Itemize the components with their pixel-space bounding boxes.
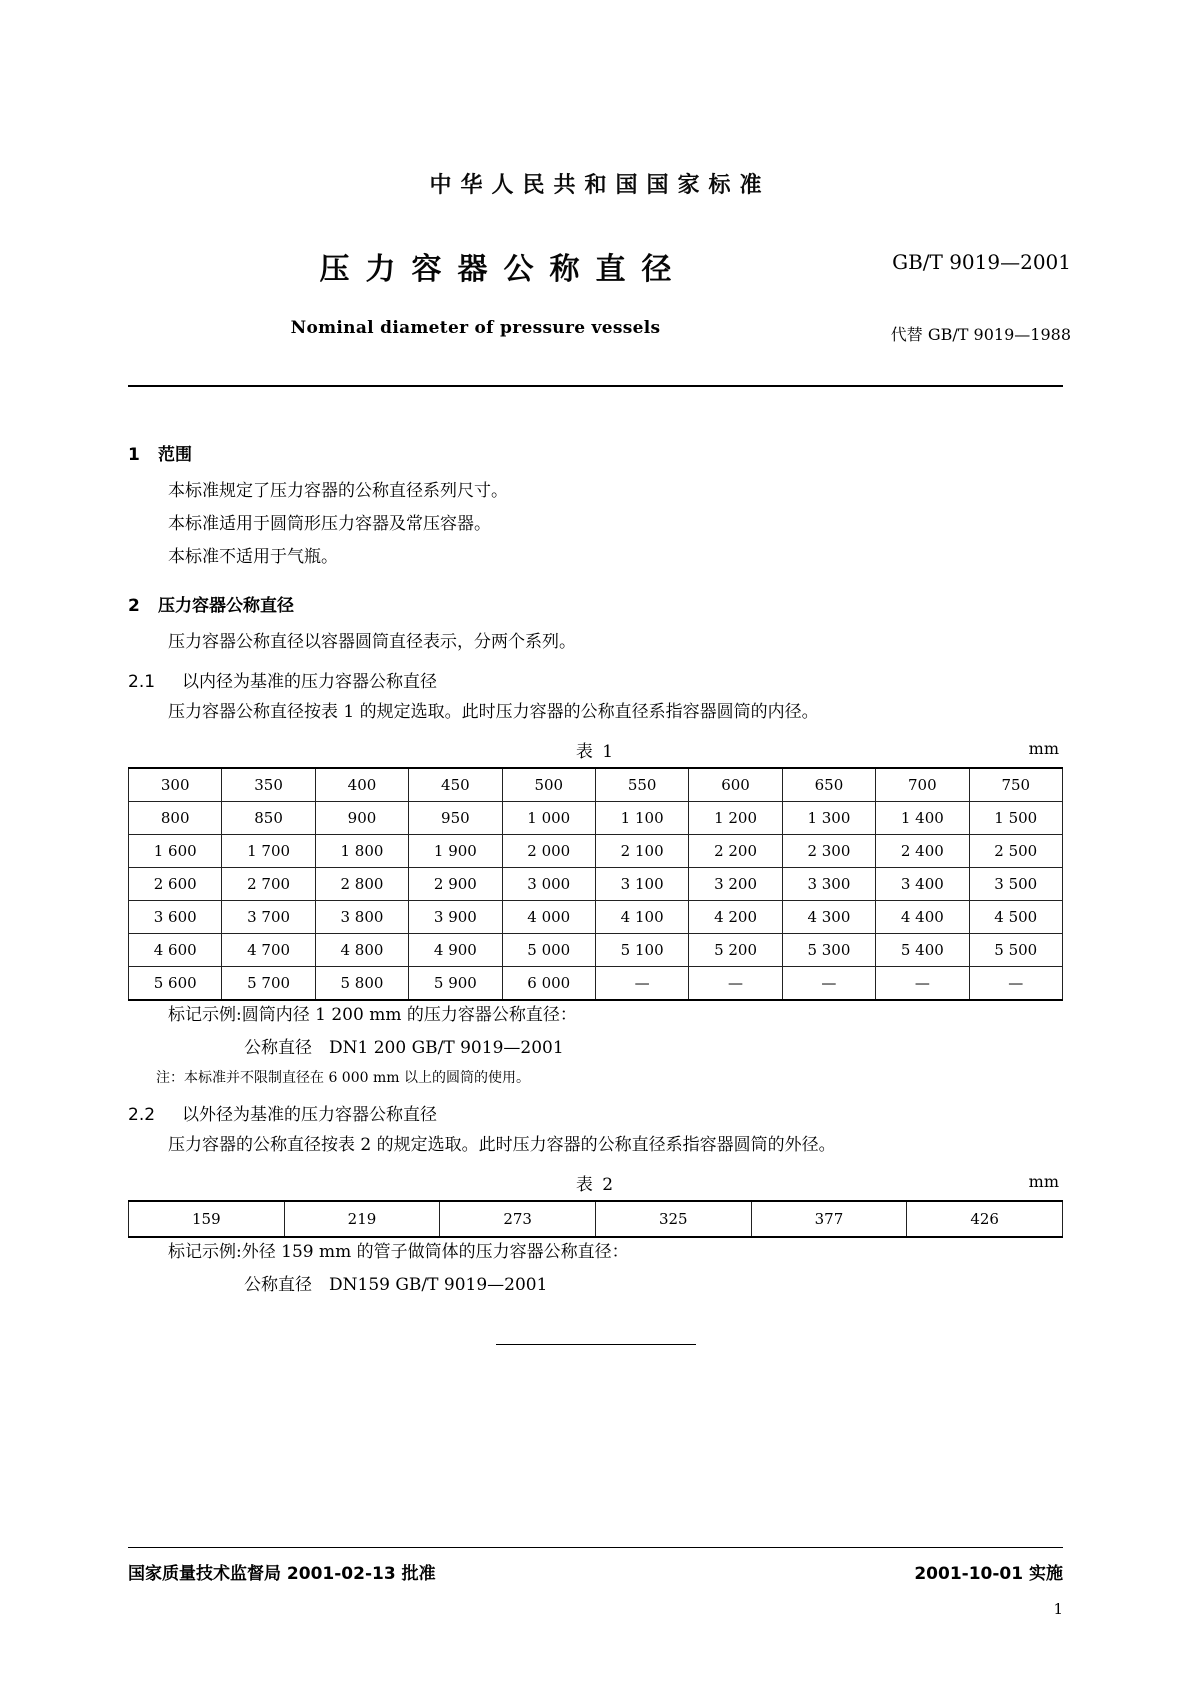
table-row: [129, 768, 1063, 802]
table-1-cell: 5 700: [222, 967, 315, 1001]
section-2-1-marking-example: 标记示例:圆筒内径 1 200 mm 的压力容器公称直径：: [168, 1005, 577, 1026]
table-2-caption-row: [128, 1170, 1063, 1196]
section-1-paragraph-1: 本标准规定了压力容器的公称直径系列尺寸。: [168, 481, 508, 501]
nation-standard-line: 中华人民共和国国家标准: [429, 173, 771, 198]
section-2-2-paragraph-1: 压力容器的公称直径按表 2 的规定选取。此时压力容器的公称直径系指容器圆筒的外径。: [168, 1134, 836, 1155]
table-row: [129, 835, 1063, 868]
table-1-cell: 2 400: [876, 835, 969, 868]
table-1-cell: 4 900: [409, 934, 502, 967]
table-1-cell: 550: [595, 768, 688, 802]
table-1-cell: 450: [409, 768, 502, 802]
section-2-paragraph-1: 压力容器公称直径以容器圆筒直径表示，分两个系列。: [168, 631, 576, 652]
table-1-cell: 2 900: [409, 868, 502, 901]
table-1-cell: 5 600: [129, 967, 222, 1001]
page-number: 1: [1053, 1600, 1063, 1618]
table-1-cell: 3 200: [689, 868, 782, 901]
table-1-cell: —: [876, 967, 969, 1001]
table-1-cell: 4 400: [876, 901, 969, 934]
table-1-cell: 2 100: [595, 835, 688, 868]
table-row: [129, 868, 1063, 901]
section-2-1-paragraph-1: 压力容器公称直径按表 1 的规定选取。此时压力容器的公称直径系指容器圆筒的内径。: [168, 701, 819, 722]
section-2-2-title: 以外径为基准的压力容器公称直径: [182, 1104, 437, 1125]
table-1-cell: 1 800: [315, 835, 408, 868]
table-1-cell: 3 800: [315, 901, 408, 934]
table-1-cell: 4 800: [315, 934, 408, 967]
table-1-cell: 600: [689, 768, 782, 802]
table-1-cell: 3 500: [969, 868, 1062, 901]
document-body: [128, 440, 1063, 1345]
table-2-cell: 219: [284, 1201, 440, 1237]
table-1-cell: —: [782, 967, 875, 1001]
table-1-cell: 3 600: [129, 901, 222, 934]
table-1-cell: —: [969, 967, 1062, 1001]
table-1-cell: 2 000: [502, 835, 595, 868]
footer: [128, 1559, 1063, 1584]
table-1-caption-row: [128, 737, 1063, 763]
table-1-cell: 5 800: [315, 967, 408, 1001]
table-1-cell: 2 200: [689, 835, 782, 868]
table-1-cell: 5 200: [689, 934, 782, 967]
table-1-cell: 4 300: [782, 901, 875, 934]
table-1-cell: 5 100: [595, 934, 688, 967]
section-2-2-marking-value: 公称直径 DN159 GB/T 9019—2001: [244, 1275, 548, 1296]
table-1-cell: 1 200: [689, 802, 782, 835]
section-2-1-note: 注：本标准并不限制直径在 6 000 mm 以上的圆筒的使用。: [156, 1070, 530, 1087]
section-1-paragraph-2: 本标准适用于圆筒形压力容器及常压容器。: [168, 514, 491, 535]
table-1-cell: 3 100: [595, 868, 688, 901]
table-1-cell: 3 300: [782, 868, 875, 901]
table-row: [129, 967, 1063, 1001]
table-1-cell: 800: [129, 802, 222, 835]
table-1-unit: mm: [1028, 739, 1059, 759]
table-1-caption: 表 1: [575, 742, 616, 763]
end-of-text-separator: [496, 1344, 696, 1345]
table-1-cell: 750: [969, 768, 1062, 802]
table-1-cell: 4 100: [595, 901, 688, 934]
table-1-cell: 3 000: [502, 868, 595, 901]
section-2-1-heading: [128, 667, 1063, 692]
masthead: [0, 168, 1191, 346]
table-1-cell: 1 400: [876, 802, 969, 835]
table-1-cell: 900: [315, 802, 408, 835]
table-row: [129, 1201, 1063, 1237]
table-2-cell: 377: [751, 1201, 907, 1237]
table-row: [129, 934, 1063, 967]
table-1-cell: 4 600: [129, 934, 222, 967]
table-1-cell: 5 500: [969, 934, 1062, 967]
section-2-1-marking-value: 公称直径 DN1 200 GB/T 9019—2001: [244, 1038, 564, 1059]
table-1-cell: 4 200: [689, 901, 782, 934]
table-1-cell: 1 700: [222, 835, 315, 868]
table-2: [128, 1200, 1063, 1238]
table-1-cell: 1 900: [409, 835, 502, 868]
table-2-unit: mm: [1028, 1171, 1059, 1191]
section-2-1-title: 以内径为基准的压力容器公称直径: [182, 671, 437, 692]
table-1-cell: 5 300: [782, 934, 875, 967]
table-1: [128, 767, 1063, 1001]
table-1-cell: 2 700: [222, 868, 315, 901]
table-1-cell: 1 500: [969, 802, 1062, 835]
section-1-heading: [128, 440, 1063, 465]
table-2-caption: 表 2: [575, 1174, 616, 1195]
section-2-2-heading: [128, 1100, 1063, 1125]
table-row: [129, 901, 1063, 934]
table-1-cell: 4 700: [222, 934, 315, 967]
table-1-cell: 950: [409, 802, 502, 835]
footer-divider: [128, 1547, 1063, 1548]
table-1-cell: 700: [876, 768, 969, 802]
footer-approval: 国家质量技术监督局 2001‑02‑13 批准: [128, 1564, 436, 1584]
standard-number: GB/T 9019—2001: [892, 250, 1071, 274]
table-1-cell: 2 600: [129, 868, 222, 901]
page-subtitle-english: Nominal diameter of pressure vessels: [290, 318, 661, 338]
table-1-cell: 400: [315, 768, 408, 802]
section-2-heading: [128, 591, 1063, 616]
table-2-cell: 159: [129, 1201, 285, 1237]
table-1-cell: 2 500: [969, 835, 1062, 868]
footer-implementation: 2001‑10‑01 实施: [914, 1564, 1063, 1584]
table-1-cell: 4 000: [502, 901, 595, 934]
subtitle-row: [0, 318, 1191, 346]
table-1-cell: 3 400: [876, 868, 969, 901]
table-2-cell: 426: [907, 1201, 1063, 1237]
section-1-title: 范围: [158, 445, 192, 465]
table-1-cell: 6 000: [502, 967, 595, 1001]
table-2-cell: 325: [595, 1201, 751, 1237]
header-divider: [128, 385, 1063, 387]
section-2-2-marking-example: 标记示例:外径 159 mm 的管子做筒体的压力容器公称直径：: [168, 1241, 629, 1262]
section-2-2-number: 2.2: [128, 1104, 156, 1125]
table-1-cell: —: [689, 967, 782, 1001]
section-2-title: 压力容器公称直径: [158, 595, 294, 616]
table-1-cell: 350: [222, 768, 315, 802]
table-1-cell: 850: [222, 802, 315, 835]
table-1-cell: 3 900: [409, 901, 502, 934]
table-1-cell: —: [595, 967, 688, 1001]
table-1-cell: 3 700: [222, 901, 315, 934]
section-1-number: 1: [128, 445, 140, 465]
table-1-cell: 2 800: [315, 868, 408, 901]
section-2-1-number: 2.1: [128, 671, 156, 692]
table-1-cell: 5 000: [502, 934, 595, 967]
table-1-cell: 1 100: [595, 802, 688, 835]
table-2-cell: 273: [440, 1201, 596, 1237]
table-1-cell: 1 600: [129, 835, 222, 868]
section-1-paragraph-3: 本标准不适用于气瓶。: [168, 547, 338, 568]
table-1-cell: 2 300: [782, 835, 875, 868]
table-1-cell: 5 400: [876, 934, 969, 967]
table-1-cell: 500: [502, 768, 595, 802]
table-1-cell: 650: [782, 768, 875, 802]
replaces-standard: 代替 GB/T 9019—1988: [890, 325, 1071, 344]
page-title: 压力容器公称直径: [319, 252, 688, 287]
spacer: [128, 577, 1063, 591]
table-1-cell: 300: [129, 768, 222, 802]
table-1-cell: 5 900: [409, 967, 502, 1001]
table-1-cell: 4 500: [969, 901, 1062, 934]
section-2-number: 2: [128, 595, 140, 616]
title-row: [0, 244, 1191, 290]
table-1-cell: 1 000: [502, 802, 595, 835]
table-row: [129, 802, 1063, 835]
table-1-cell: 1 300: [782, 802, 875, 835]
